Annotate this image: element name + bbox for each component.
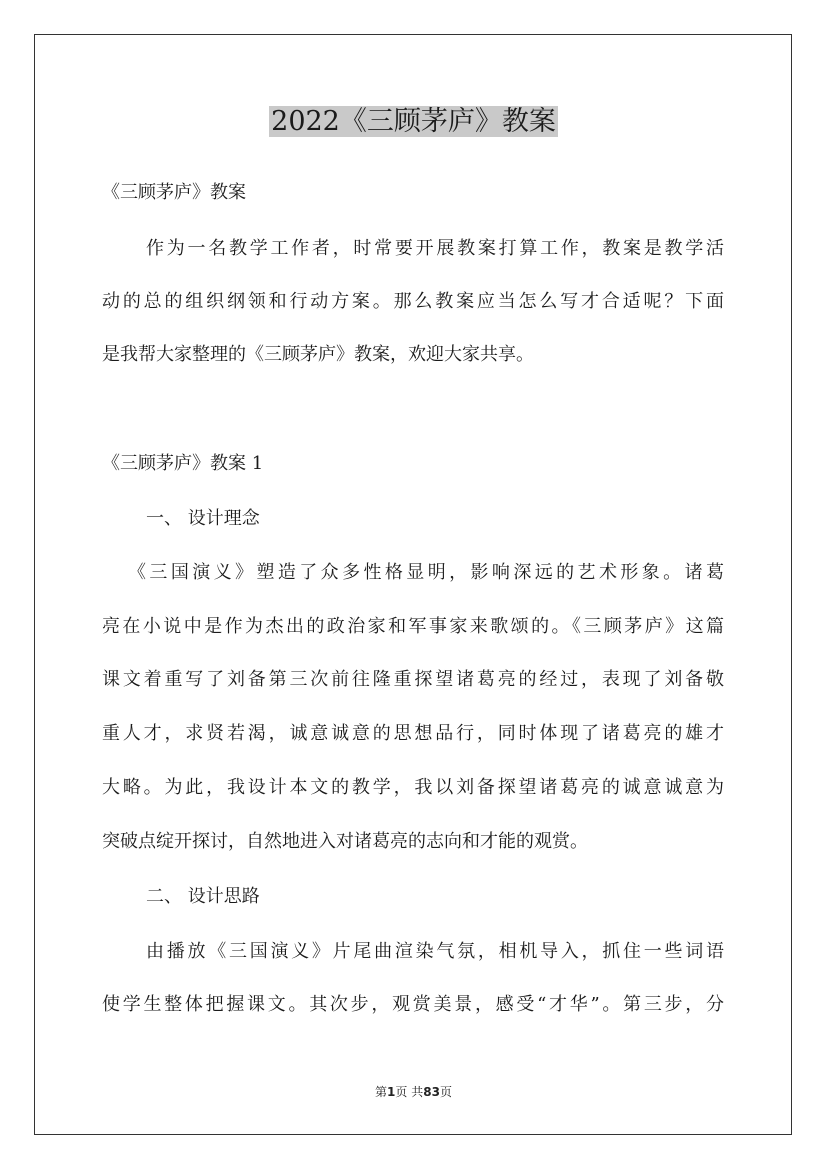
intro-line-2: 动的总的组织纲领和行动方案。那么教案应当怎么写才合适呢？下面 (102, 291, 724, 312)
footer-current-page: 1 (387, 1085, 396, 1099)
paragraph-line-3: 课文着重写了刘备第三次前往隆重探望诸葛亮的经过，表现了刘备敬 (102, 669, 724, 690)
paragraph-line-1: 《三国演义》塑造了众多性格显明，影响深远的艺术形象。诸葛 (128, 562, 724, 583)
footer-prefix: 第 (375, 1085, 388, 1099)
paragraph-line-4: 重人才，求贤若渴，诚意诚意的思想品行，同时体现了诸葛亮的雄才 (102, 723, 724, 744)
paragraph-line-5: 大略。为此，我设计本文的教学，我以刘备探望诸葛亮的诚意诚意为 (102, 777, 724, 798)
paragraph2-line-1: 由播放《三国演义》片尾曲渲染气氛，相机导入，抓住一些词语 (146, 941, 724, 962)
paragraph2-line-2: 使学生整体把握课文。其次步，观赏美景，感受“才华”。第三步，分 (102, 994, 724, 1015)
footer-total-pages: 83 (423, 1085, 440, 1099)
subtitle-line: 《三顾茅庐》教案 (102, 182, 246, 203)
paragraph-line-6: 突破点绽开探讨，自然地进入对诸葛亮的志向和才能的观赏。 (102, 831, 588, 852)
intro-line-3: 是我帮大家整理的《三顾茅庐》教案，欢迎大家共享。 (102, 344, 534, 365)
footer-suffix: 页 (439, 1085, 452, 1099)
footer-mid: 页 共 (395, 1085, 424, 1099)
paragraph-line-2: 亮在小说中是作为杰出的政治家和军事家来歌颂的。《三顾茅庐》这篇 (102, 616, 724, 637)
page-footer (0, 1083, 827, 1101)
subheading-design-concept: 一、 设计理念 (146, 508, 260, 529)
subheading-design-idea: 二、 设计思路 (146, 886, 260, 907)
intro-line-1: 作为一名教学工作者，时常要开展教案打算工作，教案是教学活 (146, 238, 724, 259)
document-title (0, 100, 827, 144)
section-heading-1: 《三顾茅庐》教案 1 (102, 453, 264, 474)
document-title-text: 2022《三顾茅庐》教案 (271, 106, 556, 137)
